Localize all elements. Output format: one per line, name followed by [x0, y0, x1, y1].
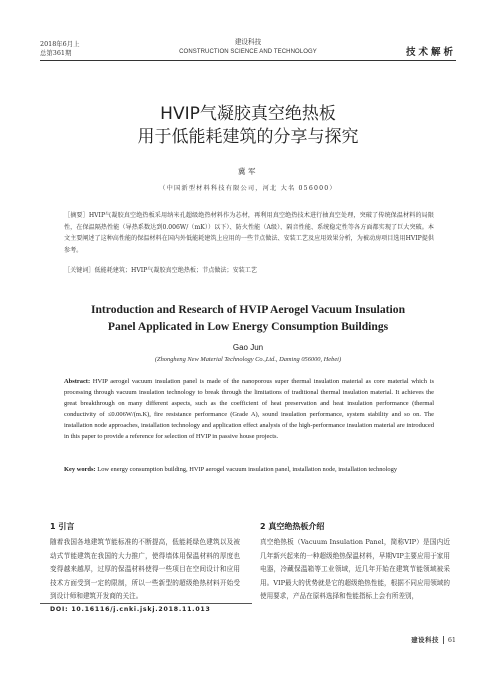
- journal-name-cn: 建设科技: [234, 38, 262, 46]
- author-affiliation-en: (Zhongheng New Material Technology Co.,Ltd., Daming 056000, Hebei): [154, 356, 342, 363]
- article-title-line2: 用于低能耗建筑的分享与探究: [137, 127, 359, 147]
- keywords-cn: ［关键词］低能耗建筑；HVIP气凝胶真空绝热板；节点做法；安装工艺: [64, 267, 257, 274]
- article-title: [0, 103, 496, 149]
- article-title-en-line2: Panel Applicated in Low Energy Consumption Buildings: [107, 319, 389, 333]
- page-number: 61: [447, 636, 456, 644]
- author-affiliation: （中国新型材料科技有限公司，河北 大名 056000）: [159, 185, 337, 192]
- section2-text: 真空绝热板（Vacuum Insulation Panel，简称VIP）是国内近几年新兴起来的一种超级绝热保温材料，早期VIP主要应用于家用电器，冷藏保温箱等工业领域，近几年开始在建筑节能领域被采用。VIP最大的优势就是它的超级绝热性能，根据不同应用领域的使用要求，产品在原料选择和性能指标上会有所差别，: [260, 538, 450, 601]
- abstract-en-label: Abstract:: [64, 378, 91, 385]
- author-name-en: Gao Jun: [232, 343, 264, 352]
- keywords-en-text: Low energy consumption building, HVIP aerogel vacuum insulation panel, installation node, installation technology: [95, 466, 398, 473]
- page-footer: [411, 635, 456, 644]
- footer-brand: 建设科技: [411, 636, 439, 644]
- article-title-en-line1: Introduction and Research of HVIP Aerogel Vacuum Insulation: [90, 303, 406, 316]
- section-label: 技术解析: [405, 47, 456, 58]
- article-title-line1: HVIP气凝胶真空绝热板: [160, 104, 336, 124]
- footer-separator: [443, 636, 444, 644]
- author-name: 冀军: [238, 167, 258, 176]
- section1-text: 随着我国各地建筑节能标准的不断提高，低能耗绿色建筑以及被动式节能建筑在我国的大力推广，使得墙体用保温材料的厚度也变得越来越厚，过厚的保温材料使得一些项目在空间设计和应用技术方面受到一定的限制，所以一些新型的超级绝热材料开始受到设计师和建筑开发商的关注。: [50, 538, 240, 601]
- abstract-en: [64, 376, 434, 442]
- keywords-en-label: Key words:: [64, 466, 96, 473]
- section1-heading: 1 引言: [50, 522, 75, 531]
- abstract-cn: ［摘要］HVIP气凝胶真空绝热板采用纳米孔超级绝热材料作为芯材，再利用真空绝热技术进行抽真空处理，突破了传统保温材料的局限性，在保温隔热性能（导热系数达到0.006W/（mK））以下）、防火性能（A级）、隔音性能、系统稳定性等各方面都实现了巨大突破。本文主要阐述了这种高性能的保温材料在国内外低能耗建筑上应用的一些节点做法、安装工艺及应用效果分析，为被动房项目选用HVIP提供参考。: [64, 212, 434, 254]
- header-rule: [40, 60, 456, 61]
- doi: DOI: 10.16116/j.cnki.jskj.2018.11.013: [50, 606, 211, 613]
- article-title-en: [0, 302, 496, 335]
- journal-name-en: CONSTRUCTION SCIENCE AND TECHNOLOGY: [179, 48, 317, 55]
- section2-heading: 2 真空绝热板介绍: [260, 522, 325, 531]
- doi-rule: [40, 603, 252, 604]
- abstract-en-text: HVIP aerogel vacuum insulation panel is made of the nanoporous super thermal insulation material as core material which is processing through vacuum insulation technology to break through the limitations of traditional thermal insulation material. It achieves the great breakthrough on many different aspects, such as the coefficient of heat preservation and heat insulation performance (thermal conductivity of ≤0.006W/(m.K), fire resistance performance (Grade A), sound insulation performance, system stability and so on. The installation node approaches, installation technology and application effect analysis of the high-performance insulation material are introduced in this paper to provide a reference for selection of HVIP in passive house projects.: [64, 378, 434, 440]
- keywords-en: [64, 464, 434, 475]
- issue-number: 总第361期: [40, 49, 72, 57]
- issue-date: 2018年6月上: [40, 40, 80, 48]
